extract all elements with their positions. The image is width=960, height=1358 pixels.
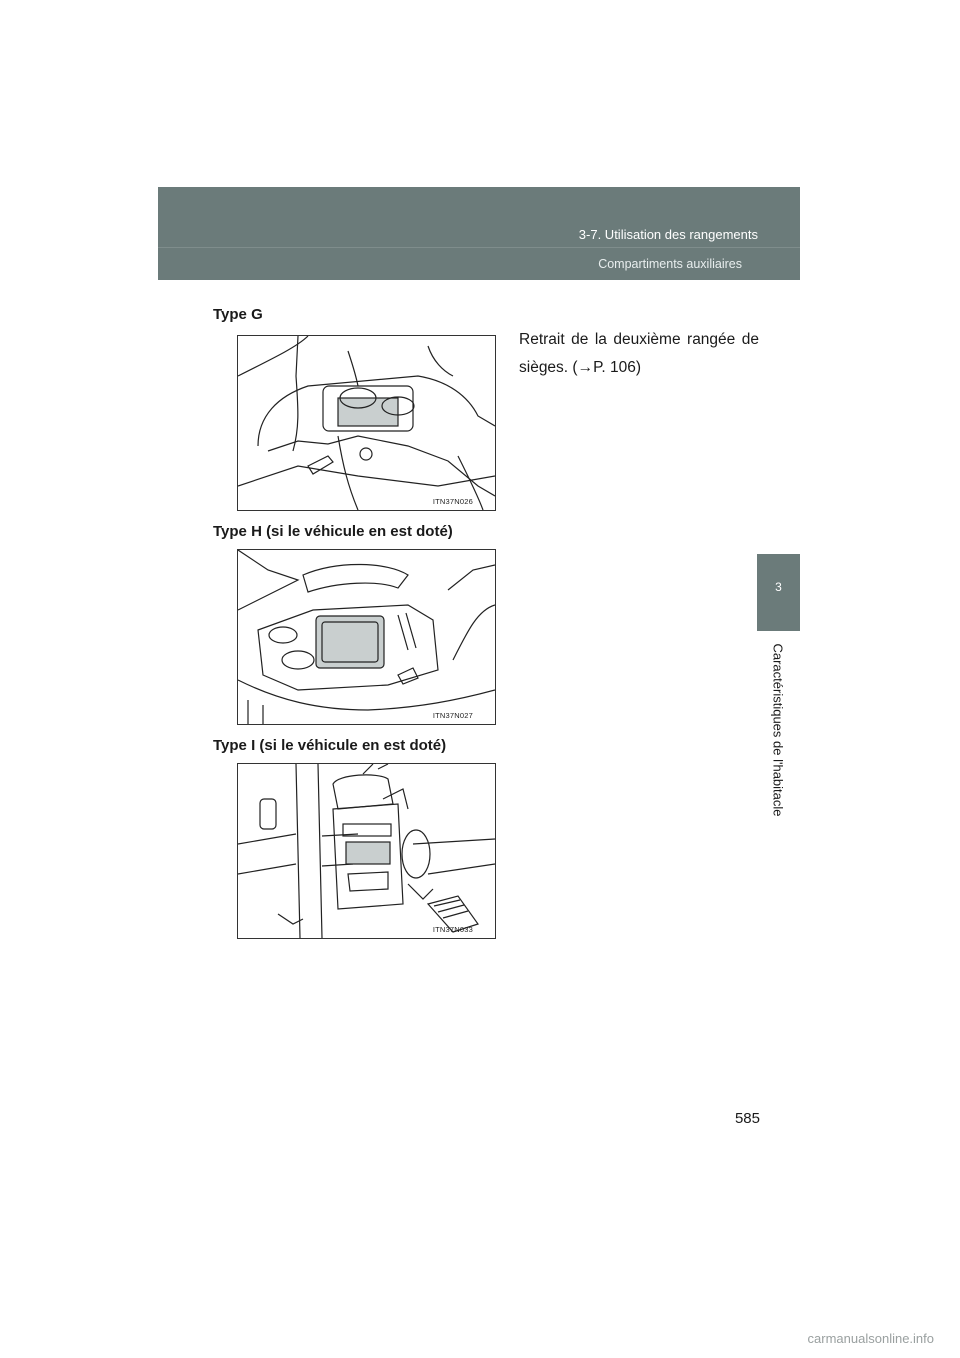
figure-code: ITN37N027 (432, 711, 473, 720)
watermark: carmanualsonline.info (807, 1331, 934, 1346)
figure-code: ITN37N033 (432, 925, 473, 934)
heading-type-i: Type I (si le véhicule en est doté) (213, 737, 447, 754)
chapter-number: 3 (775, 580, 782, 594)
page-number: 585 (734, 1110, 760, 1127)
figure-type-h (237, 549, 496, 725)
section-title: 3-7. Utilisation des rangements (578, 227, 758, 242)
figure-code: ITN37N026 (432, 497, 473, 506)
header-divider (158, 247, 800, 248)
type-g-description: Retrait de la deuxième rangée de sièges. (→P. 106) (519, 331, 759, 376)
chapter-title: Caractéristiques de l'habitacle (770, 643, 786, 817)
illustration-type-g (238, 336, 495, 510)
illustration-type-i (238, 764, 495, 938)
heading-type-h: Type H (si le véhicule en est doté) (213, 523, 453, 540)
figure-type-g (237, 335, 496, 511)
page-header (158, 187, 800, 280)
figure-type-i (237, 763, 496, 939)
heading-type-g: Type G (213, 306, 263, 323)
chapter-tab (757, 554, 800, 631)
illustration-type-h (238, 550, 495, 724)
subsection-title: Compartiments auxiliaires (598, 257, 742, 271)
